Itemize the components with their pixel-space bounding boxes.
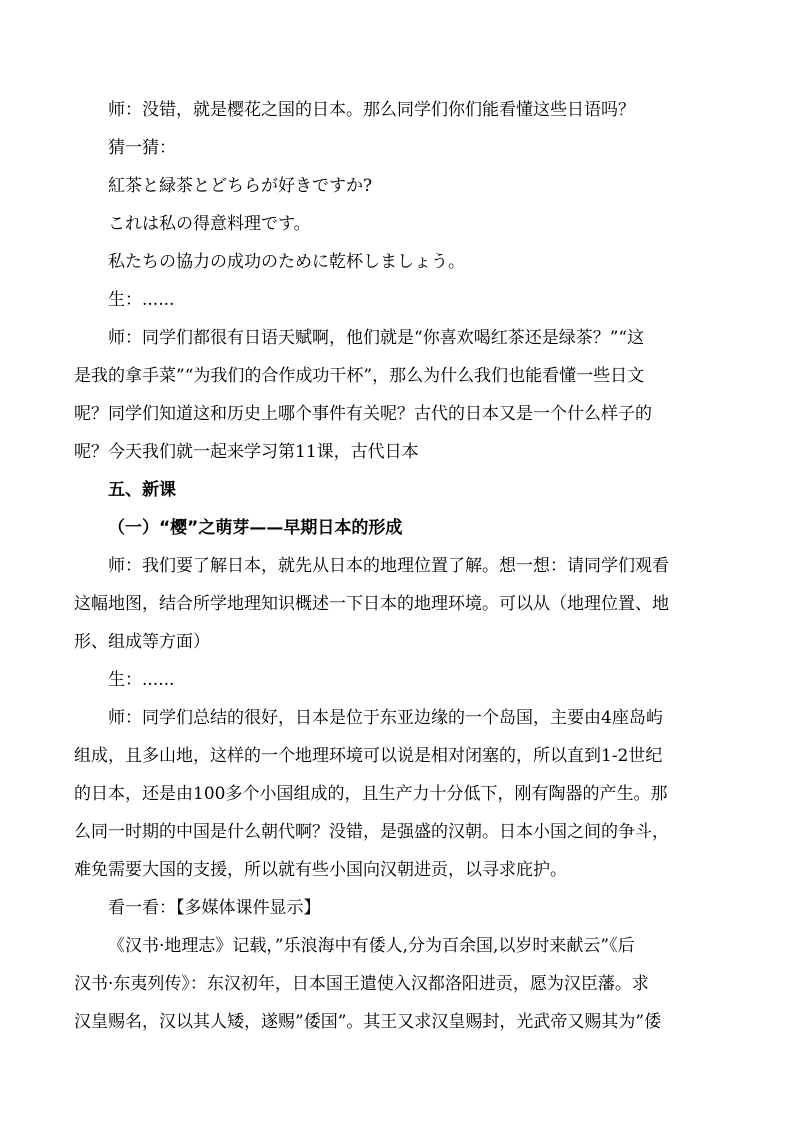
paragraph-line: 是我的拿手菜”“为我们的合作成功干杯”，那么为什么我们也能看懂一些日文	[74, 366, 645, 386]
subsection-heading: （一）“樱”之萌芽——早期日本的形成	[108, 518, 403, 538]
paragraph-line: 师：同学们都很有日语天赋啊，他们就是“你喜欢喝红茶还是绿茶？”“这	[108, 328, 645, 348]
paragraph-line: 呢？今天我们就一起来学习第11课，古代日本	[74, 442, 419, 462]
japanese-sentence: 紅茶と緑茶とどちらが好きですか?	[108, 176, 373, 196]
paragraph-line: 的日本，还是由100多个小国组成的，且生产力十分低下，刚有陶器的产生。那	[74, 784, 668, 804]
paragraph-line: 这幅地图，结合所学地理知识概述一下日本的地理环境。可以从（地理位置、地	[74, 594, 669, 614]
japanese-sentence: 私たちの協力の成功のために乾杯しましょう。	[108, 252, 465, 272]
section-heading: 五、新课	[108, 480, 176, 500]
paragraph-line: 师：同学们总结的很好，日本是位于东亚边缘的一个岛国，主要由4座岛屿	[108, 708, 663, 728]
quote-line: 汉书·东夷列传》：东汉初年，日本国王遣使入汉都洛阳进贡，愿为汉臣藩。求	[74, 974, 649, 994]
paragraph-line: 生：......	[108, 290, 175, 310]
paragraph-line: 呢？同学们知道这和历史上哪个事件有关呢？古代的日本又是一个什么样子的	[74, 404, 652, 424]
paragraph-line: 形、组成等方面）	[74, 632, 210, 652]
paragraph-line: 猜一猜：	[108, 138, 176, 158]
paragraph-line: 生：......	[108, 670, 175, 690]
japanese-sentence: これは私の得意料理です。	[108, 214, 311, 234]
paragraph-line: 看一看：【多媒体课件显示】	[108, 898, 321, 918]
paragraph-line: 组成，且多山地，这样的一个地理环境可以说是相对闭塞的，所以直到1-2世纪	[74, 746, 663, 766]
quote-line: 汉皇赐名，汉以其人矮，遂赐”倭国”。其王又求汉皇赐封，光武帝又赐其为”倭	[74, 1012, 662, 1032]
quote-line: 《汉书·地理志》记载，”乐浪海中有倭人,分为百余国,以岁时来献云”《后	[108, 936, 635, 956]
paragraph-line: 难免需要大国的支援，所以就有些小国向汉朝进贡，以寻求庇护。	[74, 860, 567, 880]
paragraph-line: 么同一时期的中国是什么朝代啊？没错，是强盛的汉朝。日本小国之间的争斗，	[74, 822, 669, 842]
paragraph-line: 师：我们要了解日本，就先从日本的地理位置了解。想一想：请同学们观看	[108, 556, 669, 576]
paragraph-line: 师：没错，就是樱花之国的日本。那么同学们你们能看懂这些日语吗？	[108, 100, 635, 120]
